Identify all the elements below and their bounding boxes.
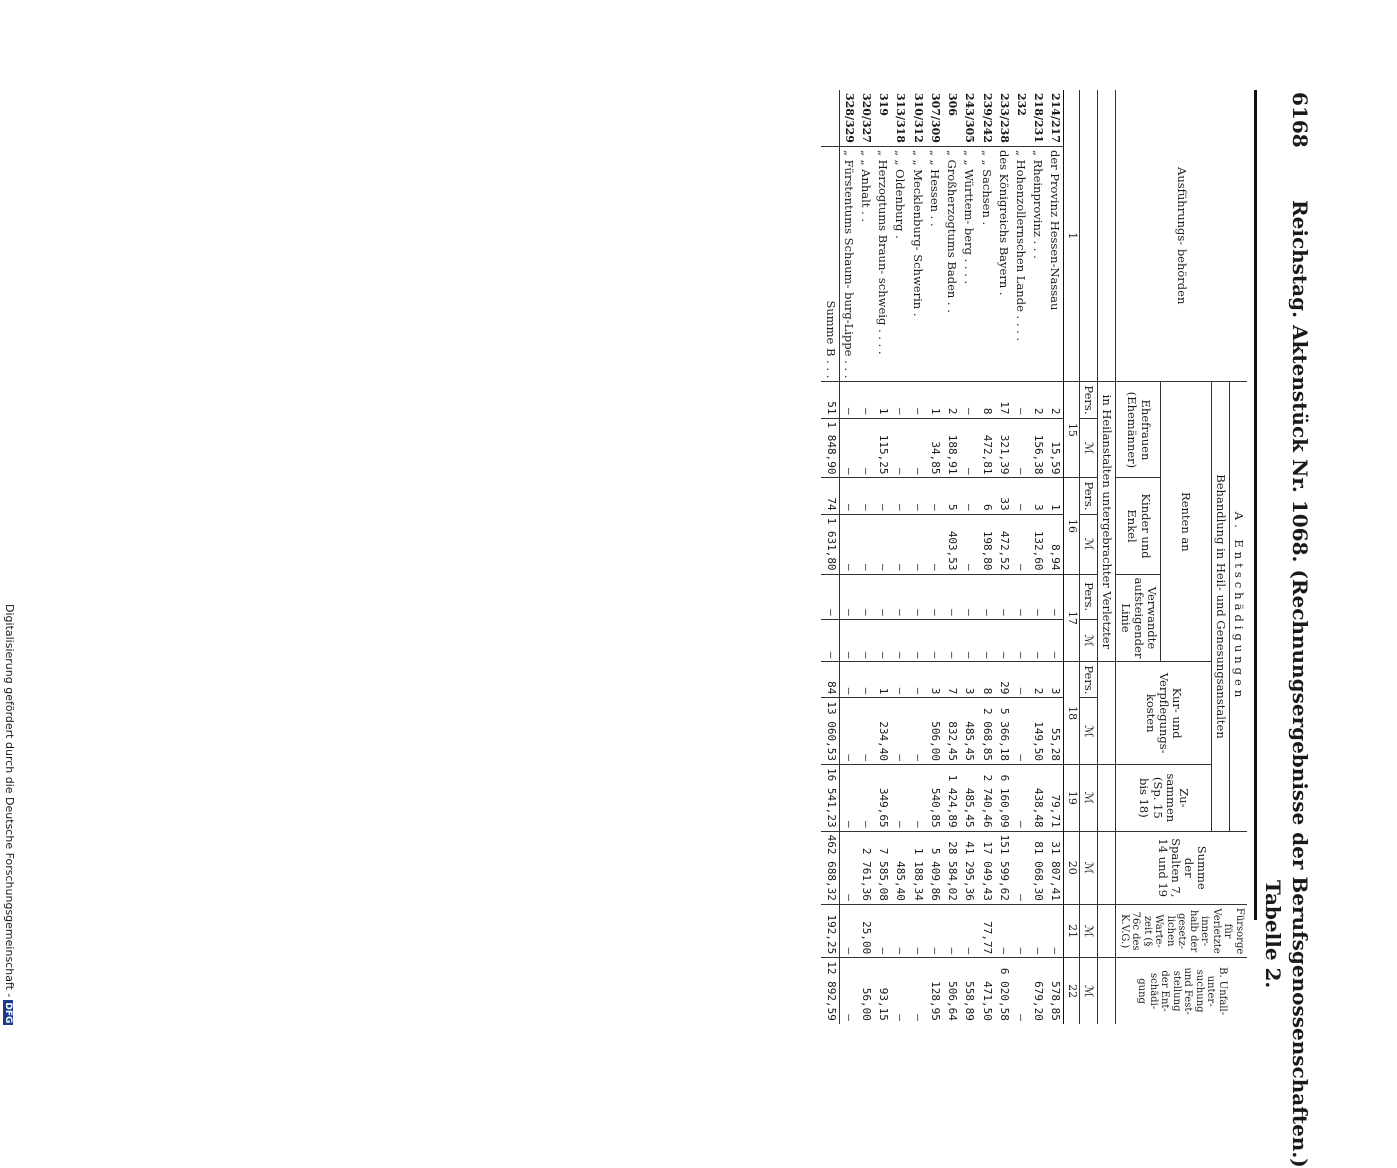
cell-m20: — [1012, 831, 1029, 904]
cell-m17: — [891, 619, 908, 662]
cell-m22: 679,20 [1029, 958, 1046, 1024]
cell-m19: 16 541,23 [821, 765, 839, 832]
row-name: „ Großherzogtums Baden . . [943, 146, 960, 381]
cell-p16: — [891, 478, 908, 514]
cell-m15: — [960, 418, 977, 478]
cell-m20: 81 068,30 [1029, 831, 1046, 904]
col-number: 19 [1064, 765, 1080, 832]
cell-m17: — [857, 619, 874, 662]
table-row [943, 90, 960, 1024]
cell-m15: 321,39 [995, 418, 1012, 478]
table-row [891, 90, 908, 1024]
row-number: 307/309 [928, 93, 942, 143]
cell-m16: 472,52 [995, 514, 1012, 574]
col-number: 18 [1064, 662, 1080, 765]
table-row [857, 90, 874, 1024]
table-body [821, 90, 1064, 1024]
row-name: „ „ Württem- berg . . . . [960, 146, 977, 381]
col-in-heil-header: in Heilanstalten untergebrachter Verletzter [1098, 382, 1116, 662]
dfg-logo: DFG [3, 1002, 13, 1024]
unit-mark-18: ℳ [1080, 698, 1098, 765]
col-number: 1 [1064, 90, 1080, 382]
cell-m18: 234,40 [874, 698, 891, 765]
row-name: „ Fürstentums Schaum- burg-Lippe . . . [839, 146, 857, 381]
cell-p18: — [839, 662, 857, 698]
cell-m22: — [891, 958, 908, 1024]
row-number: 243/305 [963, 93, 977, 143]
cell-m15: — [891, 418, 908, 478]
col-number: 21 [1064, 904, 1080, 957]
cell-m22: — [908, 958, 925, 1024]
row-name: „ „ Oldenburg . [891, 146, 908, 381]
unit-mark-15: ℳ [1080, 418, 1098, 478]
row-number: 310/312 [911, 93, 925, 143]
cell-m16: — [926, 514, 943, 574]
cell-p16: — [960, 478, 977, 514]
cell-p16: 3 [1029, 478, 1046, 514]
cell-m20: 485,40 [891, 831, 908, 904]
cell-m21: 77,77 [977, 904, 994, 957]
table-label: Tabelle 2. [1261, 880, 1285, 989]
cell-m19: — [891, 765, 908, 832]
cell-p18: 7 [943, 662, 960, 698]
cell-m17: — [943, 619, 960, 662]
unit-mark-19: ℳ [1080, 765, 1098, 832]
cell-m20: 41 295,36 [960, 831, 977, 904]
cell-m19: 540,85 [926, 765, 943, 832]
cell-p17: — [960, 574, 977, 619]
cell-p15: 8 [977, 382, 994, 418]
cell-m20: — [839, 831, 857, 904]
footer-credit [2, 604, 16, 1024]
cell-p18: 2 [1029, 662, 1046, 698]
cell-m15: — [1012, 418, 1029, 478]
cell-p15: — [960, 382, 977, 418]
cell-m16: — [874, 514, 891, 574]
cell-m18: — [839, 698, 857, 765]
cell-m20: 151 599,62 [995, 831, 1012, 904]
table-row [1046, 90, 1064, 1024]
cell-m20: 28 584,02 [943, 831, 960, 904]
cell-p18: — [1012, 662, 1029, 698]
unit-mark-17: ℳ [1080, 619, 1098, 662]
cell-p17: — [891, 574, 908, 619]
cell-m21: — [1012, 904, 1029, 957]
cell-m17: — [1029, 619, 1046, 662]
cell-m19: — [1012, 765, 1029, 832]
row-number: 319 [877, 93, 891, 116]
cell-p17: — [857, 574, 874, 619]
cell-p18: 3 [1046, 662, 1064, 698]
col-in-heil-spacer [1098, 90, 1116, 382]
cell-m16: — [839, 514, 857, 574]
cell-m17: — [874, 619, 891, 662]
col-kur-spacer [1098, 662, 1116, 765]
cell-m22: 93,15 [874, 958, 891, 1024]
cell-m17: — [995, 619, 1012, 662]
cell-m17: — [821, 619, 839, 662]
cell-m15: — [857, 418, 874, 478]
row-name: des Königreichs Bayern . [995, 146, 1012, 381]
row-name: „ „ Hessen . . [926, 146, 943, 381]
cell-m21: — [874, 904, 891, 957]
row-name: der Provinz Hessen-Nassau [1046, 146, 1064, 381]
renten-an-header: Renten an [1161, 382, 1211, 662]
unit-mark-20: ℳ [1080, 831, 1098, 904]
row-number: 328/329 [842, 93, 856, 143]
cell-p17: — [943, 574, 960, 619]
cell-m17: — [1012, 619, 1029, 662]
cell-m15: 472,81 [977, 418, 994, 478]
cell-p18: 29 [995, 662, 1012, 698]
cell-p16: — [857, 478, 874, 514]
top-rule [1254, 90, 1257, 920]
cell-p16: — [926, 478, 943, 514]
cell-m18: — [1012, 698, 1029, 765]
row-number: 306 [946, 93, 960, 116]
cell-m18: 485,45 [960, 698, 977, 765]
cell-p18: 84 [821, 662, 839, 698]
cell-p17: — [1046, 574, 1064, 619]
col-ausfuehrung-header: Ausführungs- behörden [1116, 90, 1247, 382]
cell-m22: 6 020,58 [995, 958, 1012, 1024]
cell-m19: — [857, 765, 874, 832]
cell-m22: 128,95 [926, 958, 943, 1024]
cell-m21: — [839, 904, 857, 957]
table-row [874, 90, 891, 1024]
cell-m16: — [1012, 514, 1029, 574]
cell-m19: 6 160,09 [995, 765, 1012, 832]
cell-m15: — [839, 418, 857, 478]
cell-m21: — [995, 904, 1012, 957]
row-name: „ Hohenzollernschen Lande . . . . [1012, 146, 1029, 381]
cell-m21: — [943, 904, 960, 957]
cell-m17: — [908, 619, 925, 662]
cell-p18: 8 [977, 662, 994, 698]
unit-pers-16: Pers. [1080, 478, 1098, 514]
table-row [960, 90, 977, 1024]
cell-m18: 2 068,85 [977, 698, 994, 765]
cell-p17: — [821, 574, 839, 619]
cell-m20: 31 807,41 [1046, 831, 1064, 904]
table-row [839, 90, 857, 1024]
col-zusammen-header: Zu- sammen (Sp. 15 bis 18) [1116, 765, 1211, 832]
cell-m20: 462 688,32 [821, 831, 839, 904]
cell-m21: — [908, 904, 925, 957]
cell-p15: 2 [1029, 382, 1046, 418]
cell-m18: — [908, 698, 925, 765]
cell-m19: — [839, 765, 857, 832]
cell-m18: — [857, 698, 874, 765]
table-row [977, 90, 994, 1024]
cell-p17: — [1012, 574, 1029, 619]
cell-m18: 832,45 [943, 698, 960, 765]
cell-m16: 403,53 [943, 514, 960, 574]
cell-p17: — [926, 574, 943, 619]
cell-m21: — [891, 904, 908, 957]
row-number: 239/242 [980, 93, 994, 143]
cell-p15: 2 [943, 382, 960, 418]
cell-p15: — [857, 382, 874, 418]
cell-m18: 506,00 [926, 698, 943, 765]
col-number: 16 [1064, 478, 1080, 574]
table-row [926, 90, 943, 1024]
row-name: „ Rheinprovinz . . . [1029, 146, 1046, 381]
row-name: Summe B . . . [821, 146, 839, 381]
cell-m20: 7 585,08 [874, 831, 891, 904]
cell-p15: — [908, 382, 925, 418]
cell-p18: — [908, 662, 925, 698]
cell-m17: — [977, 619, 994, 662]
cell-m19: 2 740,46 [977, 765, 994, 832]
cell-m22: — [839, 958, 857, 1024]
cell-m21: 25,00 [857, 904, 874, 957]
cell-m20: 2 761,36 [857, 831, 874, 904]
row-number: 214/217 [1049, 93, 1063, 143]
unit-spacer [1080, 90, 1098, 382]
cell-p15: — [1012, 382, 1029, 418]
cell-p15: 1 [874, 382, 891, 418]
cell-m16: — [908, 514, 925, 574]
cell-p18: 3 [960, 662, 977, 698]
cell-m15: 115,25 [874, 418, 891, 478]
cell-p17: — [839, 574, 857, 619]
cell-m17: — [960, 619, 977, 662]
sum-row [821, 90, 839, 1024]
cell-p15: — [891, 382, 908, 418]
cell-p18: 1 [874, 662, 891, 698]
cell-m17: — [839, 619, 857, 662]
cell-m22: 506,64 [943, 958, 960, 1024]
cell-m15: 156,38 [1029, 418, 1046, 478]
cell-m22: 558,89 [960, 958, 977, 1024]
cell-p16: 33 [995, 478, 1012, 514]
col-verwandte-header: Verwandte aufsteigender Linie [1116, 574, 1161, 662]
cell-p16: 5 [943, 478, 960, 514]
cell-p16: 74 [821, 478, 839, 514]
col-fuersorge-spacer [1098, 904, 1116, 957]
col-number: 20 [1064, 831, 1080, 904]
cell-m16: 8,94 [1046, 514, 1064, 574]
table-row [908, 90, 925, 1024]
col-fuersorge-header: Fürsorge für Verletzte inner- halb der gesetz- lichen Warte- zeit (§ 76c des K.V.G.) [1116, 904, 1247, 957]
unit-mark-22: ℳ [1080, 958, 1098, 1024]
cell-p16: — [908, 478, 925, 514]
column-number-row [1064, 90, 1080, 1024]
col-b-spacer [1098, 958, 1116, 1024]
cell-p15: 1 [926, 382, 943, 418]
cell-p16: — [839, 478, 857, 514]
cell-m22: 56,00 [857, 958, 874, 1024]
cell-m20: 5 409,86 [926, 831, 943, 904]
cell-m16: 198,80 [977, 514, 994, 574]
col-ehefrauen-header: Ehefrauen (Ehemänner) [1116, 382, 1161, 478]
col-summe-header: Summe der Spalten 7, 14 und 19 [1116, 831, 1247, 904]
page-number: 6168 [1288, 92, 1312, 148]
cell-p15: — [839, 382, 857, 418]
row-number: 233/238 [997, 93, 1011, 143]
cell-m21: — [1046, 904, 1064, 957]
cell-m18: 13 060,53 [821, 698, 839, 765]
cell-m15: — [908, 418, 925, 478]
cell-m15: 34,85 [926, 418, 943, 478]
row-number: 232 [1014, 93, 1028, 116]
cell-m18: — [891, 698, 908, 765]
row-number [821, 90, 839, 146]
cell-p17: — [1029, 574, 1046, 619]
cell-m18: 149,50 [1029, 698, 1046, 765]
table-row [995, 90, 1012, 1024]
cell-p16: — [1012, 478, 1029, 514]
cell-m19: 485,45 [960, 765, 977, 832]
section-a-sub-header: Behandlung in Heil- und Genesungsanstalten [1211, 382, 1229, 831]
row-name: „ „ Sachsen . [977, 146, 994, 381]
unit-pers-15: Pers. [1080, 382, 1098, 418]
cell-p17: — [977, 574, 994, 619]
cell-m18: 55,28 [1046, 698, 1064, 765]
cell-m22: 471,50 [977, 958, 994, 1024]
cell-m16: 1 631,80 [821, 514, 839, 574]
row-number: 218/231 [1032, 93, 1046, 143]
cell-m22: 578,85 [1046, 958, 1064, 1024]
col-number: 17 [1064, 574, 1080, 662]
cell-p15: 17 [995, 382, 1012, 418]
page-title: Reichstag. Aktenstück Nr. 1068. (Rechnungsergebnisse der Berufsgenossenschaften.) [1288, 200, 1312, 1168]
statistics-table [821, 90, 1247, 1024]
unit-pers-18: Pers. [1080, 662, 1098, 698]
cell-p15: 2 [1046, 382, 1064, 418]
cell-p17: — [995, 574, 1012, 619]
cell-m15: 1 848,90 [821, 418, 839, 478]
cell-m15: 15,59 [1046, 418, 1064, 478]
cell-m21: 192,25 [821, 904, 839, 957]
cell-m17: — [926, 619, 943, 662]
cell-m22: — [1012, 958, 1029, 1024]
col-kur-header: Kur- und Verpflegungs- kosten [1116, 662, 1211, 765]
row-name: „ „ Anhalt . . [857, 146, 874, 381]
cell-m16: — [857, 514, 874, 574]
col-zusammen-spacer [1098, 765, 1116, 832]
cell-m19: 349,65 [874, 765, 891, 832]
cell-p17: — [908, 574, 925, 619]
row-name: „ Herzogtums Braun- schweig . . . . [874, 146, 891, 381]
cell-m19: — [908, 765, 925, 832]
cell-m21: — [960, 904, 977, 957]
row-number: 320/327 [860, 93, 874, 143]
cell-m16: — [960, 514, 977, 574]
cell-m15: 188,91 [943, 418, 960, 478]
cell-p16: — [874, 478, 891, 514]
col-b-header: B. Unfall- unter- suchung und Fest- stellung der Ent- schädi- gung [1116, 958, 1247, 1024]
cell-p18: — [857, 662, 874, 698]
cell-m19: 438,48 [1029, 765, 1046, 832]
cell-p16: 6 [977, 478, 994, 514]
col-number: 15 [1064, 382, 1080, 478]
row-number: 313/318 [894, 93, 908, 143]
credit-text: Digitalisierung gefördert durch die Deutsche Forschungsgemeinschaft - [3, 604, 16, 998]
unit-pers-17: Pers. [1080, 574, 1098, 619]
unit-mark-21: ℳ [1080, 904, 1098, 957]
cell-m20: 17 049,43 [977, 831, 994, 904]
col-kinder-header: Kinder und Enkel [1116, 478, 1161, 574]
cell-m18: 5 366,18 [995, 698, 1012, 765]
cell-p15: 51 [821, 382, 839, 418]
cell-m17: — [1046, 619, 1064, 662]
col-summe-spacer [1098, 831, 1116, 904]
section-a-header: A. Entschädigungen [1229, 382, 1247, 831]
unit-mark-16: ℳ [1080, 514, 1098, 574]
cell-m16: — [891, 514, 908, 574]
cell-m20: 1 188,34 [908, 831, 925, 904]
cell-m22: 12 892,59 [821, 958, 839, 1024]
cell-m16: 132,60 [1029, 514, 1046, 574]
cell-p17: — [874, 574, 891, 619]
cell-p16: 1 [1046, 478, 1064, 514]
cell-m21: — [926, 904, 943, 957]
col-number: 22 [1064, 958, 1080, 1024]
cell-p18: — [891, 662, 908, 698]
cell-m19: 1 424,89 [943, 765, 960, 832]
cell-m19: 79,71 [1046, 765, 1064, 832]
cell-m21: — [1029, 904, 1046, 957]
row-name: „ „ Mecklenburg- Schwerin . [908, 146, 925, 381]
table-row [1012, 90, 1029, 1024]
cell-p18: 3 [926, 662, 943, 698]
table-row [1029, 90, 1046, 1024]
